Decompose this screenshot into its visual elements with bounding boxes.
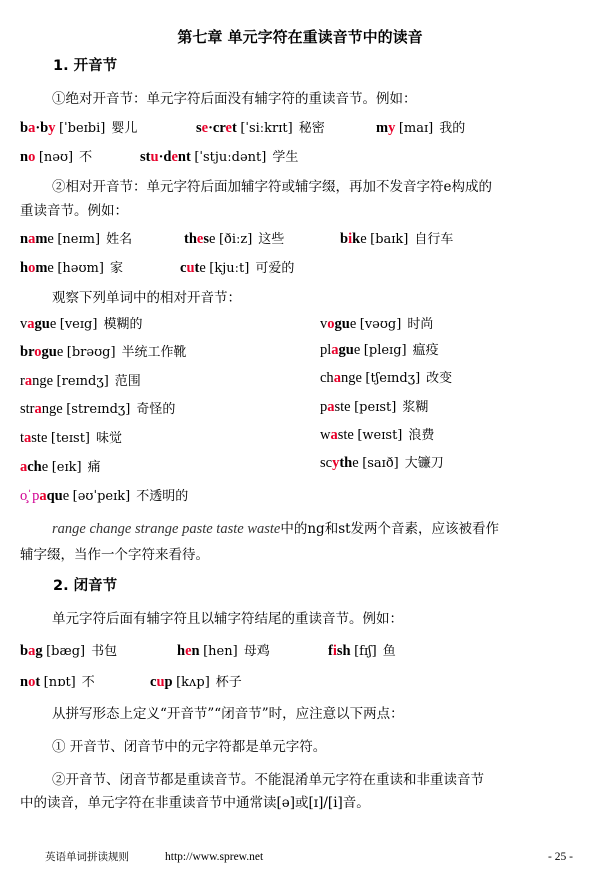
footer-book-title: 英语单词拼读规则 — [45, 851, 129, 863]
example-these: these [ðiːz] 这些 — [184, 231, 285, 247]
observe-word-opaque: o̧ˈpaque [əʊˈpeɪk] 不透明的 — [20, 488, 189, 504]
section-heading-open-syllable: 1. 开音节 — [53, 58, 118, 74]
definition-notes-intro: 从拼写形态上定义“开音节”“闭音节”时，应注意以下两点： — [52, 706, 404, 722]
closed-syllable-definition: 单元字符后面有辅字符且以辅字符结尾的重读音节。例如： — [52, 611, 403, 627]
example-my: my [maɪ] 我的 — [376, 120, 466, 136]
example-baby: ba·by [ˈbeɪbi] 婴儿 — [20, 120, 138, 136]
absolute-open-definition: ①绝对开音节：单元字符后面没有辅字符的重读音节。例如： — [52, 91, 417, 107]
note-line2: 辅字缀，当作一个字符来看待。 — [20, 547, 209, 563]
observe-word-ache: ache [eɪk] 痛 — [20, 459, 101, 475]
note-point-2-line2: 中的读音，单元字符在非重读音节中通常读[ə]或[ɪ]/[i]音。 — [20, 795, 370, 811]
example-cup: cup [kʌp] 杯子 — [150, 674, 242, 690]
example-hen: hen [hen] 母鸡 — [177, 643, 270, 659]
note-point-2-line1: ②开音节、闭音节都是重读音节。不能混淆单元字符在重读和非重读音节 — [52, 772, 484, 788]
example-name: name [neɪm] 姓名 — [20, 231, 133, 247]
footer-url[interactable]: http://www.sprew.net — [165, 851, 264, 863]
footer-page-number: - 25 - — [548, 851, 573, 863]
relative-open-definition-line2: 重读音节。例如： — [20, 203, 128, 219]
observe-instruction: 观察下列单词中的相对开音节： — [52, 290, 241, 306]
observe-word-range: range [reɪndʒ] 范围 — [20, 373, 141, 389]
note-point-1: ① 开音节、闭音节中的元字符都是单元字符。 — [52, 739, 327, 755]
example-student: stu·dent [ˈstjuːdənt] 学生 — [140, 149, 299, 165]
observe-word-waste: waste [weɪst] 浪费 — [320, 427, 435, 443]
relative-open-definition-line1: ②相对开音节：单元字符后面加辅字符或辅字缀，再加不发音字符e构成的 — [52, 179, 492, 195]
observe-word-strange: strange [streɪndʒ] 奇怪的 — [20, 401, 176, 417]
example-bike: bike [baɪk] 自行车 — [340, 231, 454, 247]
note-line1: range change strange paste taste waste中的ng和st发两个音素，应该被看作 — [52, 521, 500, 537]
example-no: no [nəʊ] 不 — [20, 149, 93, 165]
section-heading-closed-syllable: 2. 闭音节 — [53, 578, 118, 594]
example-cute: cute [kjuːt] 可爱的 — [180, 260, 295, 276]
example-not: not [nɒt] 不 — [20, 674, 95, 690]
observe-word-plague: plague [pleɪg] 瘟疫 — [320, 342, 439, 358]
observe-word-vague: vague [veɪg] 模糊的 — [20, 316, 143, 332]
observe-word-vogue: vogue [vəʊg] 时尚 — [320, 316, 434, 332]
example-secret: se·cret [ˈsiːkrɪt] 秘密 — [196, 120, 325, 136]
example-home: home [həʊm] 家 — [20, 260, 123, 276]
chapter-title: 第七章 单元字符在重读音节中的读音 — [177, 28, 423, 46]
observe-word-brogue: brogue [brəʊg] 半统工作靴 — [20, 344, 187, 360]
example-bag: bag [bæg] 书包 — [20, 643, 118, 659]
example-fish: fish [fɪʃ] 鱼 — [328, 643, 396, 659]
observe-word-paste: paste [peɪst] 浆糊 — [320, 399, 429, 415]
observe-word-scythe: scythe [saɪð] 大镰刀 — [320, 455, 444, 471]
observe-word-change: change [tʃeɪndʒ] 改变 — [320, 370, 453, 386]
observe-word-taste: taste [teɪst] 味觉 — [20, 430, 123, 446]
